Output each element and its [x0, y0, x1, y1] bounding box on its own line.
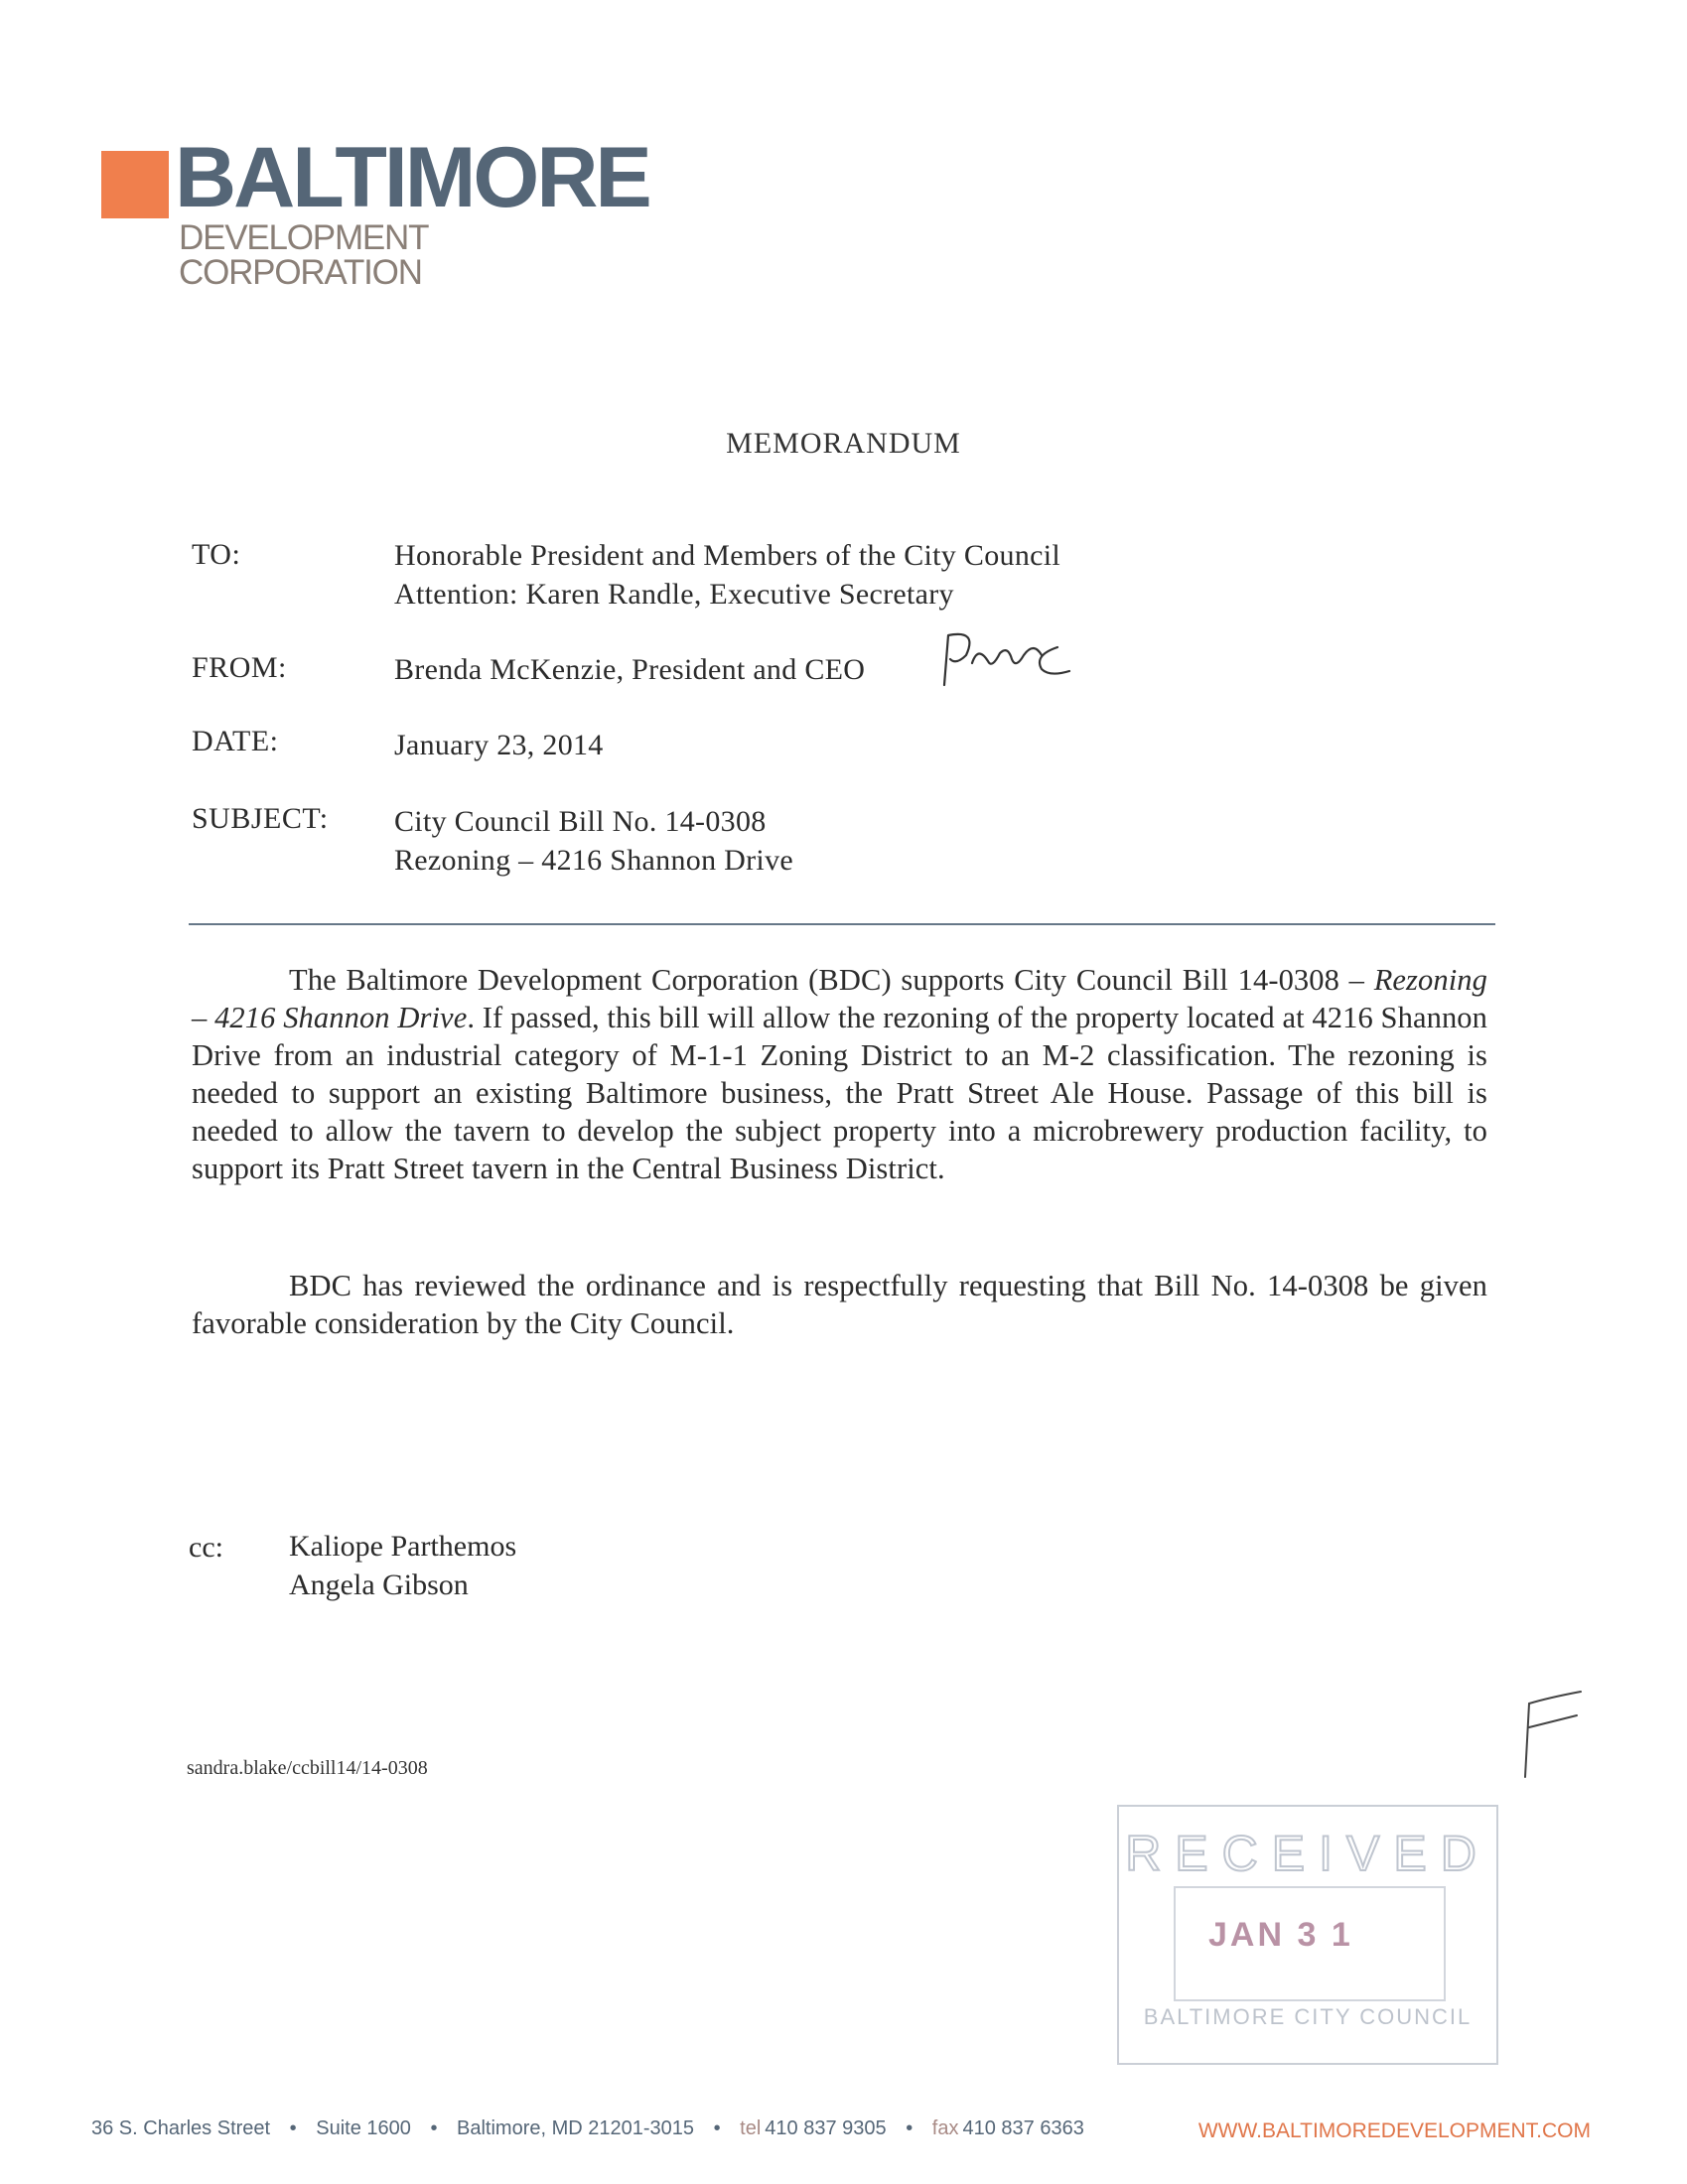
- subject-line-1: City Council Bill No. 14-0308: [394, 805, 767, 838]
- stamp-date: JAN 3 1: [1208, 1916, 1353, 1954]
- footer-separator: •: [289, 2117, 297, 2139]
- footer-tel: 410 837 9305: [765, 2117, 887, 2139]
- handwritten-initials-signature: [938, 625, 1077, 695]
- date-value: January 23, 2014: [394, 729, 604, 761]
- stamp-footer: BALTIMORE CITY COUNCIL: [1143, 2004, 1473, 2029]
- to-line-2: Attention: Karen Randle, Executive Secretary: [394, 578, 954, 611]
- footer-tel-label: tel: [740, 2117, 762, 2139]
- cc-name: Kaliope Parthemos: [289, 1530, 517, 1563]
- received-stamp: [1117, 1805, 1498, 2065]
- footer-separator: •: [713, 2117, 721, 2139]
- to-label: TO:: [192, 538, 241, 571]
- footer-separator: •: [430, 2117, 438, 2139]
- stamp-word: RECEIVED: [1125, 1826, 1490, 1881]
- date-label: DATE:: [192, 725, 279, 757]
- from-value: Brenda McKenzie, President and CEO: [394, 653, 866, 686]
- para1-lead: The Baltimore Development Corporation (BDC) supports City Council Bill 14-0308 –: [289, 963, 1364, 997]
- footer-fax: 410 837 6363: [962, 2117, 1084, 2139]
- handwritten-f-mark: [1519, 1688, 1589, 1787]
- logo-name: BALTIMORE: [175, 130, 649, 225]
- logo-orange-square: [101, 151, 169, 218]
- body-paragraph-2: [192, 1267, 1487, 1342]
- bdc-logo: [101, 130, 649, 292]
- subject-line-2: Rezoning – 4216 Shannon Drive: [394, 844, 793, 877]
- cc-list: [289, 1527, 516, 1604]
- to-value: [394, 536, 1060, 614]
- para1-rest: . If passed, this bill will allow the rezoning of the property located at 4216 Shannon Drive from an industrial category of M-1-1 Zoning District to an M-2 classification. The rezoning is needed to support an existing Baltimore business, the Pratt Street Ale House. Passage of this bill is needed to allow the tavern to develop the subject property into a microbrewery production facility, to support its Pratt Street tavern in the Central Business District.: [192, 1001, 1487, 1185]
- cc-name: Angela Gibson: [289, 1569, 469, 1601]
- footer-fax-label: fax: [931, 2117, 959, 2139]
- para2-text: BDC has reviewed the ordinance and is respectfully requesting that Bill No. 14-0308 be given favorable consideration by the City Council.: [192, 1269, 1487, 1340]
- footer-street: 36 S. Charles Street: [91, 2117, 271, 2139]
- to-line-1: Honorable President and Members of the City Council: [394, 539, 1061, 572]
- subject-value: [394, 802, 793, 880]
- body-paragraph-1: [192, 961, 1487, 1187]
- logo-subtitle: DEVELOPMENT CORPORATION: [179, 218, 428, 292]
- from-label: FROM:: [192, 651, 287, 684]
- footer-city: Baltimore, MD 21201-3015: [457, 2117, 695, 2139]
- page-footer: [91, 2117, 1591, 2140]
- footer-separator: •: [906, 2117, 914, 2139]
- para1-italic: Rezoning – 4216 Shannon Drive: [192, 963, 1487, 1034]
- subject-label: SUBJECT:: [192, 802, 329, 835]
- cc-label: cc:: [189, 1531, 223, 1564]
- footer-suite: Suite 1600: [316, 2117, 411, 2139]
- memo-title: MEMORANDUM: [726, 427, 961, 460]
- header-divider: [189, 923, 1495, 925]
- footer-website-link[interactable]: WWW.BALTIMOREDEVELOPMENT.COM: [1197, 2119, 1591, 2142]
- file-reference: sandra.blake/ccbill14/14-0308: [187, 1757, 428, 1779]
